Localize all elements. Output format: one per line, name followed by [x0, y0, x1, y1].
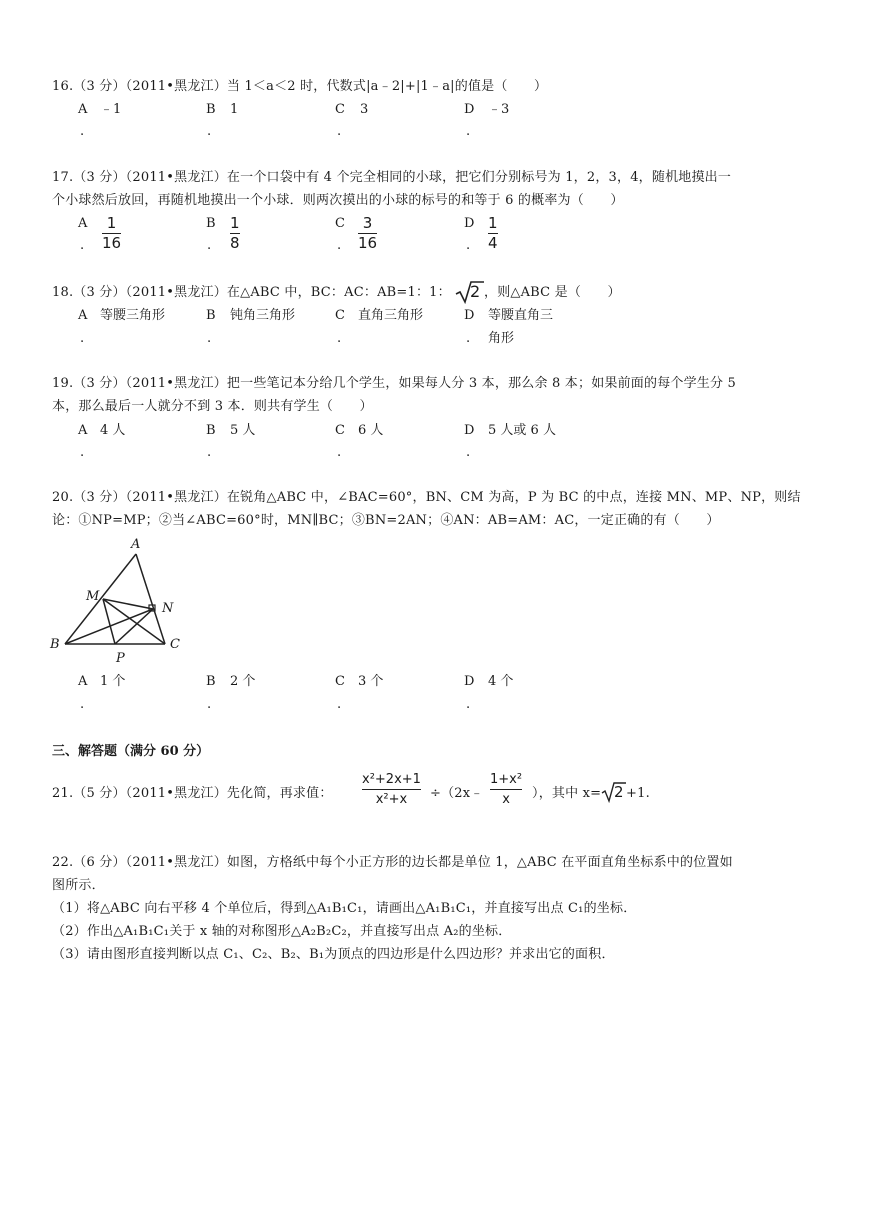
- q16-stem: 16.（3 分）（2011•黑龙江）当 1＜a＜2 时，代数式|a﹣2|+|1﹣a|的值是（ ）: [52, 79, 548, 94]
- fraction-denominator: 4: [488, 234, 498, 252]
- q19-option-a-value[interactable]: 4 人: [100, 423, 126, 438]
- q16-option-d-letter[interactable]: D: [464, 102, 475, 117]
- q16-option-b-letter[interactable]: B: [206, 102, 216, 117]
- q17-option-d-dot: .: [466, 238, 471, 253]
- fraction-denominator: 16: [358, 234, 378, 252]
- q19-option-a-dot: .: [80, 445, 85, 460]
- q17-option-a-letter[interactable]: A: [78, 216, 88, 231]
- q20-option-c-dot: .: [337, 697, 342, 712]
- q22-stem-line1: 22.（6 分）（2011•黑龙江）如图，方格纸中每个小正方形的边长都是单位 1，△ABC 在平面直角坐标系中的位置如: [52, 855, 733, 870]
- q18-radicand: 2: [470, 282, 481, 301]
- fraction-denominator: x: [502, 792, 510, 807]
- q17-option-a-fraction[interactable]: [102, 215, 121, 252]
- figure-label-b: B: [50, 637, 60, 652]
- q16-option-d-value[interactable]: ﹣3: [488, 102, 510, 117]
- q18-option-d-value-line2[interactable]: 角形: [488, 331, 515, 346]
- q20-option-c-value[interactable]: 3 个: [358, 674, 384, 689]
- q18-option-b-letter[interactable]: B: [206, 308, 216, 323]
- section-title: 三、解答题（满分 60 分）: [52, 744, 210, 759]
- figure-label-n: N: [162, 601, 174, 616]
- q20-option-a-value[interactable]: 1 个: [100, 674, 126, 689]
- q17-option-d-fraction[interactable]: [488, 215, 498, 252]
- q21-radicand: 2: [614, 783, 624, 801]
- q20-option-d-dot: .: [466, 697, 471, 712]
- fraction-denominator: 16: [102, 234, 122, 252]
- figure-label-p: P: [116, 651, 125, 666]
- q17-stem-line1: 17.（3 分）（2011•黑龙江）在一个口袋中有 4 个完全相同的小球，把它们分别标号为 1，2，3，4，随机地摸出一: [52, 170, 732, 185]
- q22-part-2: （2）作出△A₁B₁C₁关于 x 轴的对称图形△A₂B₂C₂，并直接写出点 A₂的坐标．: [52, 924, 512, 939]
- q16-option-a-value[interactable]: ﹣1: [100, 102, 122, 117]
- fraction-numerator: 1: [106, 214, 117, 232]
- q20-option-b-dot: .: [207, 697, 212, 712]
- q21-suffix2: +1.: [626, 786, 650, 801]
- q20-option-b-letter[interactable]: B: [206, 674, 216, 689]
- q18-option-a-value[interactable]: 等腰三角形: [100, 308, 166, 323]
- q21-fraction-2: [490, 771, 522, 808]
- q19-stem-line1: 19.（3 分）（2011•黑龙江）把一些笔记本分给几个学生，如果每人分 3 本，那么余 8 本；如果前面的每个学生分 5: [52, 376, 737, 391]
- q18-stem-before: 18.（3 分）（2011•黑龙江）在△ABC 中，BC：AC：AB=1：1：: [52, 285, 451, 300]
- figure-label-a: A: [131, 537, 141, 552]
- q16-option-a-letter[interactable]: A: [78, 102, 88, 117]
- fraction-numerator: 1: [488, 214, 498, 232]
- q17-option-c-fraction[interactable]: [358, 215, 377, 252]
- q21-suffix1: ），其中 x=: [532, 786, 602, 801]
- q20-option-b-value[interactable]: 2 个: [230, 674, 256, 689]
- fraction-numerator: 3: [362, 214, 373, 232]
- q18-option-b-dot: .: [207, 331, 212, 346]
- q19-option-a-letter[interactable]: A: [78, 423, 88, 438]
- q19-option-b-dot: .: [207, 445, 212, 460]
- q16-option-b-value[interactable]: 1: [230, 102, 239, 117]
- figure-label-c: C: [170, 637, 180, 652]
- q17-option-b-dot: .: [207, 238, 212, 253]
- q16-option-a-dot: .: [80, 124, 85, 139]
- q18-option-c-value[interactable]: 直角三角形: [358, 308, 424, 323]
- q20-option-a-letter[interactable]: A: [78, 674, 88, 689]
- q19-option-d-value[interactable]: 5 人或 6 人: [488, 423, 556, 438]
- fraction-numerator: x²+2x+1: [362, 772, 421, 787]
- q17-option-b-letter[interactable]: B: [206, 216, 216, 231]
- q19-option-b-letter[interactable]: B: [206, 423, 216, 438]
- fraction-numerator: 1: [230, 214, 240, 232]
- segment-ac: [136, 554, 165, 644]
- q16-option-b-dot: .: [207, 124, 212, 139]
- q19-option-c-value[interactable]: 6 人: [358, 423, 384, 438]
- segment-np: [115, 609, 153, 644]
- fraction-denominator: 8: [230, 234, 240, 252]
- q20-stem-line2: 论：①NP=MP；②当∠ABC=60°时，MN∥BC；③BN=2AN；④AN：AB=AM：AC，一定正确的有（ ）: [52, 513, 720, 528]
- q17-option-d-letter[interactable]: D: [464, 216, 475, 231]
- fraction-bar: [490, 789, 522, 790]
- q18-option-d-dot: .: [466, 331, 471, 346]
- q17-option-c-dot: .: [337, 238, 342, 253]
- q22-stem-line2: 图所示．: [52, 878, 105, 893]
- q19-option-c-letter[interactable]: C: [335, 423, 345, 438]
- q16-option-c-letter[interactable]: C: [335, 102, 345, 117]
- q22-part-3: （3）请由图形直接判断以点 C₁、C₂、B₂、B₁为顶点的四边形是什么四边形？并求出它的面积．: [52, 947, 615, 962]
- q18-stem-after: ，则△ABC 是（ ）: [484, 285, 621, 300]
- q17-option-b-fraction[interactable]: [230, 215, 240, 252]
- q21-division: ÷（2x﹣: [430, 786, 484, 801]
- q16-option-d-dot: .: [466, 124, 471, 139]
- q17-option-a-dot: .: [80, 238, 85, 253]
- q21-fraction-1: [362, 771, 421, 808]
- q18-option-a-dot: .: [80, 331, 85, 346]
- figure-label-m: M: [86, 589, 100, 604]
- q20-option-c-letter[interactable]: C: [335, 674, 345, 689]
- q20-option-d-value[interactable]: 4 个: [488, 674, 514, 689]
- q17-stem-line2: 个小球然后放回，再随机地摸出一个小球．则两次摸出的小球的标号的和等于 6 的概率为（ ）: [52, 193, 624, 208]
- fraction-numerator: 1+x²: [490, 772, 523, 787]
- q16-option-c-dot: .: [337, 124, 342, 139]
- q19-option-d-letter[interactable]: D: [464, 423, 475, 438]
- q21-prefix: 21.（5 分）（2011•黑龙江）先化简，再求值：: [52, 786, 333, 801]
- q18-option-d-value[interactable]: 等腰直角三: [488, 308, 554, 323]
- q18-option-a-letter[interactable]: A: [78, 308, 88, 323]
- q19-option-b-value[interactable]: 5 人: [230, 423, 256, 438]
- fraction-bar: [362, 789, 421, 790]
- q19-option-d-dot: .: [466, 445, 471, 460]
- q18-option-d-letter[interactable]: D: [464, 308, 475, 323]
- q20-stem-line1: 20.（3 分）（2011•黑龙江）在锐角△ABC 中，∠BAC=60°，BN、CM 为高，P 为 BC 的中点，连接 MN、MP、NP，则结: [52, 490, 801, 505]
- q18-option-b-value[interactable]: 钝角三角形: [230, 308, 296, 323]
- q16-option-c-value[interactable]: 3: [360, 102, 369, 117]
- q18-option-c-letter[interactable]: C: [335, 308, 345, 323]
- q18-option-c-dot: .: [337, 331, 342, 346]
- q19-stem-line2: 本，那么最后一人就分不到 3 本．则共有学生（ ）: [52, 399, 373, 414]
- q19-option-c-dot: .: [337, 445, 342, 460]
- q17-option-c-letter[interactable]: C: [335, 216, 345, 231]
- q20-option-a-dot: .: [80, 697, 85, 712]
- q20-option-d-letter[interactable]: D: [464, 674, 475, 689]
- q22-part-1: （1）将△ABC 向右平移 4 个单位后，得到△A₁B₁C₁，请画出△A₁B₁C₁，并直接写出点 C₁的坐标．: [52, 901, 637, 916]
- fraction-denominator: x²+x: [375, 792, 408, 807]
